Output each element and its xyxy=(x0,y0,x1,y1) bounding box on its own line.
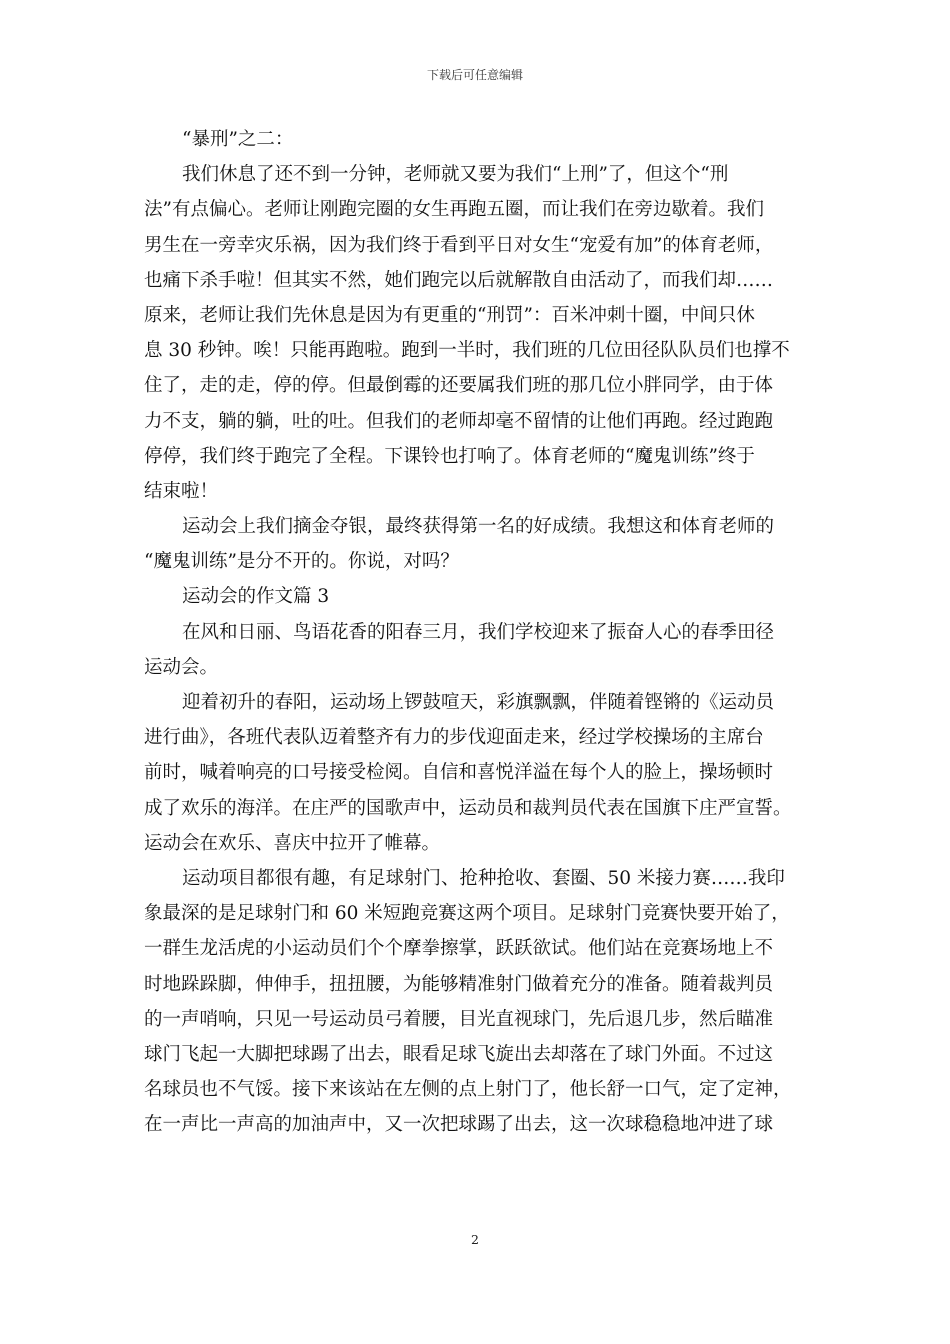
text-line: 男生在一旁幸灾乐祸，因为我们终于看到平日对女生“宠爱有加”的体育老师， xyxy=(144,234,774,256)
text-line: 停停，我们终于跑完了全程。下课铃也打响了。体育老师的“魔鬼训练”终于 xyxy=(144,445,755,467)
text-line: 成了欢乐的海洋。在庄严的国歌声中，运动员和裁判员代表在国旗下庄严宣誓。 xyxy=(144,797,792,819)
text-line: 原来，老师让我们先休息是因为有更重的“刑罚”：百米冲刺十圈，中间只休 xyxy=(144,304,755,326)
text-line: “魔鬼训练”是分不开的。你说，对吗？ xyxy=(144,551,459,573)
text-line: 运动会上我们摘金夺银，最终获得第一名的好成绩。我想这和体育老师的 xyxy=(182,516,775,538)
text-line: 运动会的作文篇 3 xyxy=(182,586,330,608)
document-body xyxy=(144,122,810,1142)
text-line: 的一声哨响，只见一号运动员弓着腰，目光直视球门，先后退几步，然后瞄准 xyxy=(144,1008,774,1030)
text-line: 息 30 秒钟。唉！只能再跑啦。跑到一半时，我们班的几位田径队队员们也撑不 xyxy=(144,340,790,362)
text-line: 前时，喊着响亮的口号接受检阅。自信和喜悦洋溢在每个人的脸上，操场顿时 xyxy=(144,762,774,784)
text-line: 我们休息了还不到一分钟，老师就又要为我们“上刑”了，但这个“刑 xyxy=(182,164,729,186)
text-line: 法”有点偏心。老师让刚跑完圈的女生再跑五圈，而让我们在旁边歇着。我们 xyxy=(144,199,764,221)
text-line: 一群生龙活虎的小运动员们个个摩拳擦掌，跃跃欲试。他们站在竞赛场地上不 xyxy=(144,938,774,960)
text-line: 名球员也不气馁。接下来该站在左侧的点上射门了，他长舒一口气，定了定神， xyxy=(144,1079,792,1101)
text-line: 力不支，躺的躺，吐的吐。但我们的老师却毫不留情的让他们再跑。经过跑跑 xyxy=(144,410,774,432)
text-line: 象最深的是足球射门和 60 米短跑竞赛这两个项目。足球射门竞赛快要开始了， xyxy=(144,903,790,925)
text-line: “暴刑”之二： xyxy=(182,129,294,150)
text-line: 住了，走的走，停的停。但最倒霉的还要属我们班的那几位小胖同学，由于体 xyxy=(144,375,774,397)
text-line: 也痛下杀手啦！但其实不然，她们跑完以后就解散自由活动了，而我们却…… xyxy=(144,269,774,291)
text-line: 时地跺跺脚，伸伸手，扭扭腰，为能够精准射门做着充分的准备。随着裁判员 xyxy=(144,973,774,995)
text-line: 运动项目都很有趣，有足球射门、抢种抢收、套圈、50 米接力赛……我印 xyxy=(182,867,785,889)
text-line: 迎着初升的春阳，运动场上锣鼓喧天，彩旗飘飘，伴随着铿锵的《运动员 xyxy=(182,692,775,713)
text-line: 在一声比一声高的加油声中，又一次把球踢了出去，这一次球稳稳地冲进了球 xyxy=(144,1114,774,1136)
text-line: 球门飞起一大脚把球踢了出去，眼看足球飞旋出去却落在了球门外面。不过这 xyxy=(144,1043,774,1065)
text-line: 运动会。 xyxy=(144,656,219,678)
text-line: 进行曲》，各班代表队迈着整齐有力的步伐迎面走来，经过学校操场的主席台 xyxy=(144,727,764,749)
text-line: 运动会在欢乐、喜庆中拉开了帷幕。 xyxy=(144,832,441,854)
page-number: 2 xyxy=(471,1232,479,1247)
page-header: 下载后可任意编辑 xyxy=(426,68,523,82)
text-line: 在风和日丽、鸟语花香的阳春三月，我们学校迎来了振奋人心的春季田径 xyxy=(182,621,775,643)
text-line: 结束啦！ xyxy=(144,480,219,502)
